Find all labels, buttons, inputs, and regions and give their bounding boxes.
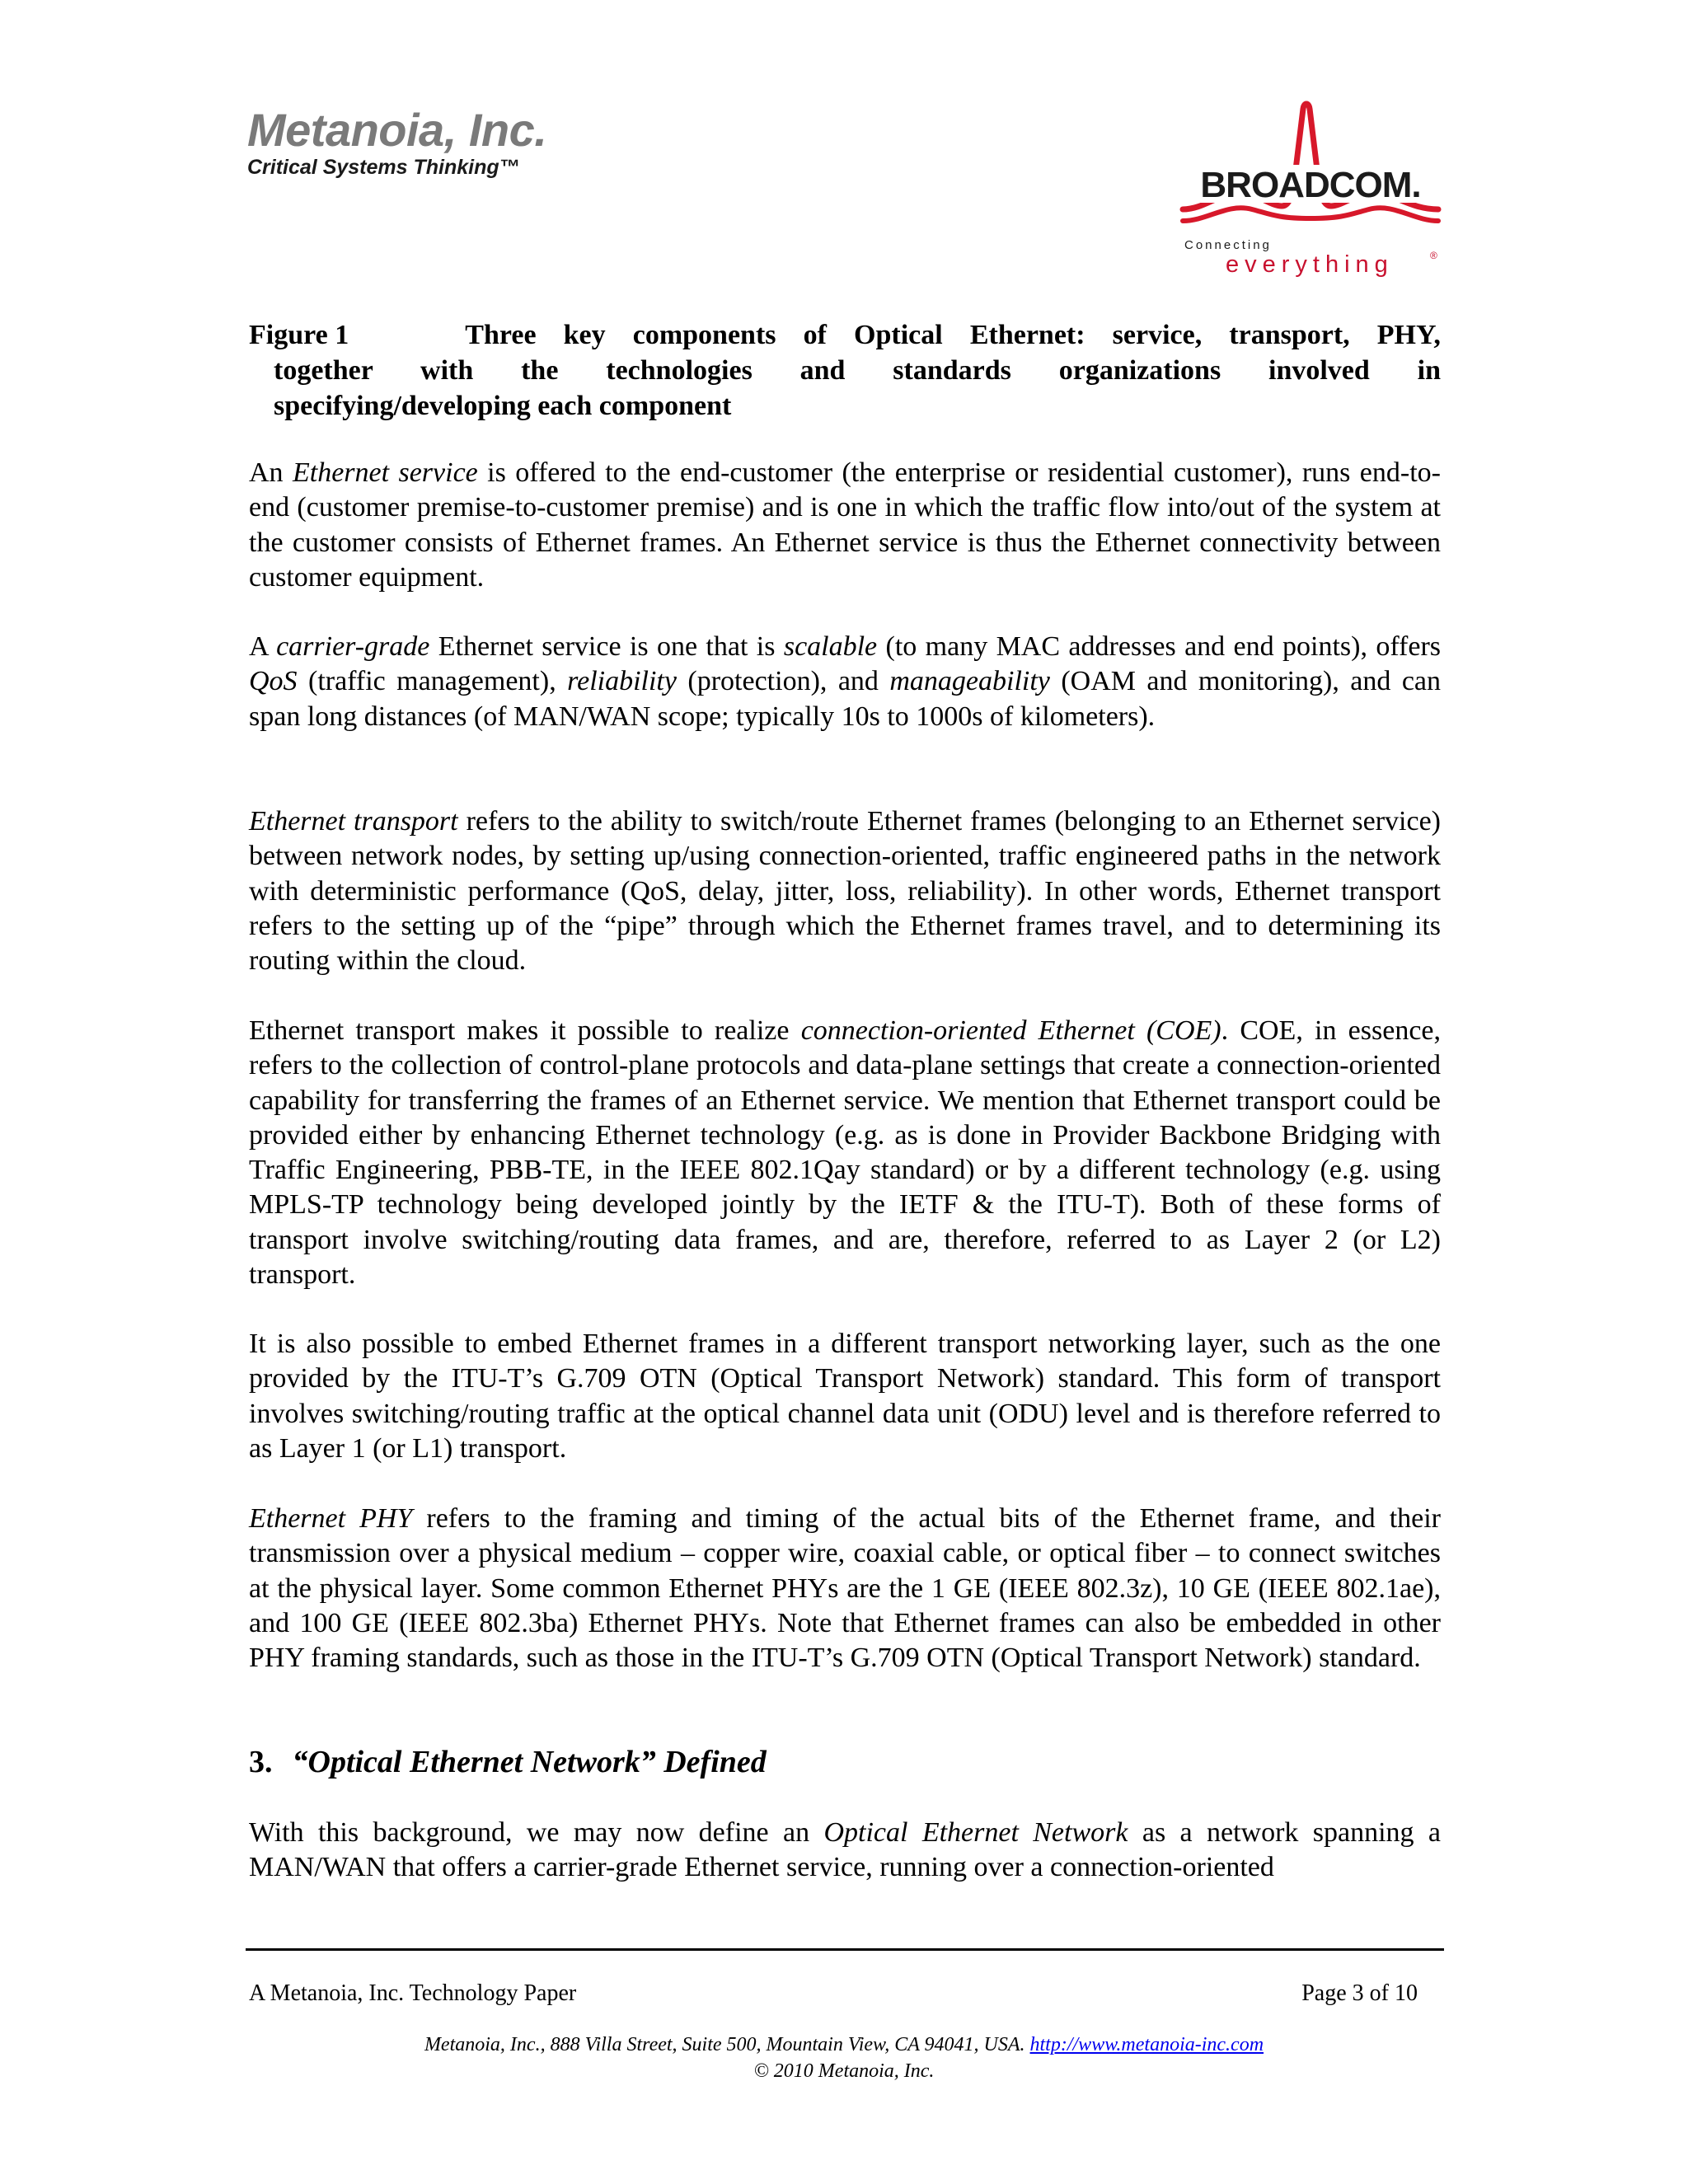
figure-label: Figure 1 (249, 320, 349, 350)
section-heading (249, 1742, 1441, 1782)
figure-caption-line-3: specifying/developing each component (274, 391, 732, 421)
paragraph-carrier-grade (249, 630, 1441, 734)
text-run: Ethernet service is one that is (429, 631, 784, 662)
footer-address (0, 2032, 1688, 2057)
text-run: as a network spanning a MAN/WAN that offers a carrier-grade Ethernet service, running over a connection-oriented (249, 1817, 1442, 1883)
caption-word: service, (1112, 320, 1203, 350)
text-run: (to many MAC addresses and end points), offers (877, 631, 1441, 662)
term-carrier-grade: carrier-grade (276, 631, 430, 662)
section-number: 3. (249, 1745, 273, 1779)
footer-paper-title: A Metanoia, Inc. Technology Paper (249, 1980, 577, 2006)
caption-word: components (632, 320, 776, 350)
term-coe: connection-oriented Ethernet (COE) (800, 1015, 1221, 1046)
text-run: refers to the ability to switch/route Ethernet frames (belonging to an Ethernet service) between network nodes, by setting up/using connection-oriented, traffic engineered paths in the network with deterministic performance (QoS, delay, jitter, loss, reliability). In other words, Ethernet transport refers to the setting up of the “pipe” through which the Ethernet frames travel, and to determining its routing within the cloud. (249, 806, 1442, 977)
paragraph-ethernet-transport (249, 804, 1441, 978)
logo-small-text: Connecting (1184, 238, 1272, 252)
term-ethernet-transport: Ethernet transport (249, 806, 458, 837)
figure-caption (249, 317, 1441, 424)
text-run: It is also possible to embed Ethernet frames in a different transport networking layer, such as the one provided by the ITU-T’s G.709 OTN (Optical Transport Network) standard. This form of transport involves switching/routing traffic at the optical channel data unit (ODU) level and is therefore referred to as Layer 1 (or L1) transport. (249, 1329, 1441, 1464)
caption-word: PHY, (1376, 320, 1441, 350)
caption-word: Three (465, 320, 537, 350)
caption-word: Optical (854, 320, 943, 350)
caption-word: transport, (1229, 320, 1350, 350)
company-name: Metanoia, Inc. (247, 104, 547, 156)
text-run: . COE, in essence, refers to the collection of control-plane protocols and data-plane settings that create a connection-oriented capability for transferring the frames of an Ethernet service. We mention that Ethernet transport could be provided either by enhancing Ethernet technology (e.g. as is done in Provider Backbone Bridging with Traffic Engineering, PBB-TE, in the IEEE 802.1Qay standard) or by a different technology (e.g. using MPLS-TP technology being developed jointly by the IETF & the ITU-T). Both of these forms of transport involve switching/routing data frames, and are, therefore, referred to as Layer 2 (or L2) transport. (249, 1015, 1441, 1291)
company-tagline: Critical Systems Thinking™ (247, 156, 520, 179)
figure-caption-line-1 (249, 317, 1441, 353)
text-run: An (249, 457, 293, 488)
text-run: is offered to the end-customer (the enterprise or residential customer), runs end-to-end (customer premise-to-customer premise) and is one in which the traffic flow into/out of the system at the customer consists of Ethernet frames. An Ethernet service is thus the Ethernet connectivity between customer equipment. (249, 457, 1441, 593)
section-title: “Optical Ethernet Network” Defined (292, 1745, 767, 1779)
footer-page-number: Page 3 of 10 (1301, 1980, 1418, 2006)
company-header (247, 105, 546, 180)
text-run: refers to the framing and timing of the actual bits of the Ethernet frame, and their transmission over a physical medium – copper wire, coaxial cable, or optical fiber – to connect switches at the physical layer. Some common Ethernet PHYs are the 1 GE (IEEE 802.3z), 10 GE (IEEE 802.1ae), and 100 GE (IEEE 802.3ba) Ethernet PHYs. Note that Ethernet frames can also be embedded in other PHY framing standards, such as those in the ITU-T’s G.709 OTN (Optical Transport Network) standard. (249, 1503, 1441, 1674)
term-manageability: manageability (889, 666, 1050, 697)
text-run: (protection), and (676, 666, 890, 697)
term-optical-ethernet-network: Optical Ethernet Network (823, 1817, 1128, 1848)
paragraph-ethernet-service (249, 456, 1441, 595)
logo-name: BROADCOM. (1200, 165, 1421, 205)
caption-word: key (563, 320, 606, 350)
footer-address-text: Metanoia, Inc., 888 Villa Street, Suite 500, Mountain View, CA 94041, USA. (424, 2034, 1030, 2055)
text-run: With this background, we may now define an (249, 1817, 824, 1848)
figure-caption-line-2: together with the technologies and standards organizations involved in (274, 355, 1441, 386)
term-scalable: scalable (783, 631, 878, 662)
term-qos: QoS (249, 666, 298, 697)
term-ethernet-service: Ethernet service (292, 457, 478, 488)
paragraph-definition (249, 1816, 1441, 1886)
logo-registered-mark: ® (1430, 250, 1437, 261)
text-run: (OAM and monitoring), and can span long distances (of MAN/WAN scope; typically 10s to 1000s of kilometers). (249, 666, 1441, 732)
text-run: Ethernet transport makes it possible to realize (249, 1015, 801, 1046)
footer-website-link[interactable]: http://www.metanoia-inc.com (1029, 2034, 1264, 2055)
paragraph-coe (249, 1014, 1441, 1292)
caption-word: of (803, 320, 827, 350)
paragraph-l1-transport (249, 1327, 1441, 1466)
paragraph-ethernet-phy (249, 1502, 1441, 1675)
footer-divider (246, 1948, 1444, 1951)
term-ethernet-phy: Ethernet PHY (249, 1503, 413, 1534)
text-run: (traffic management), (297, 666, 568, 697)
footer-copyright: © 2010 Metanoia, Inc. (753, 2060, 935, 2082)
term-reliability: reliability (567, 666, 677, 697)
broadcom-logo (1175, 97, 1447, 287)
logo-big-text: everything (1226, 251, 1394, 278)
text-run: A (249, 631, 277, 662)
caption-word: Ethernet: (969, 320, 1085, 350)
